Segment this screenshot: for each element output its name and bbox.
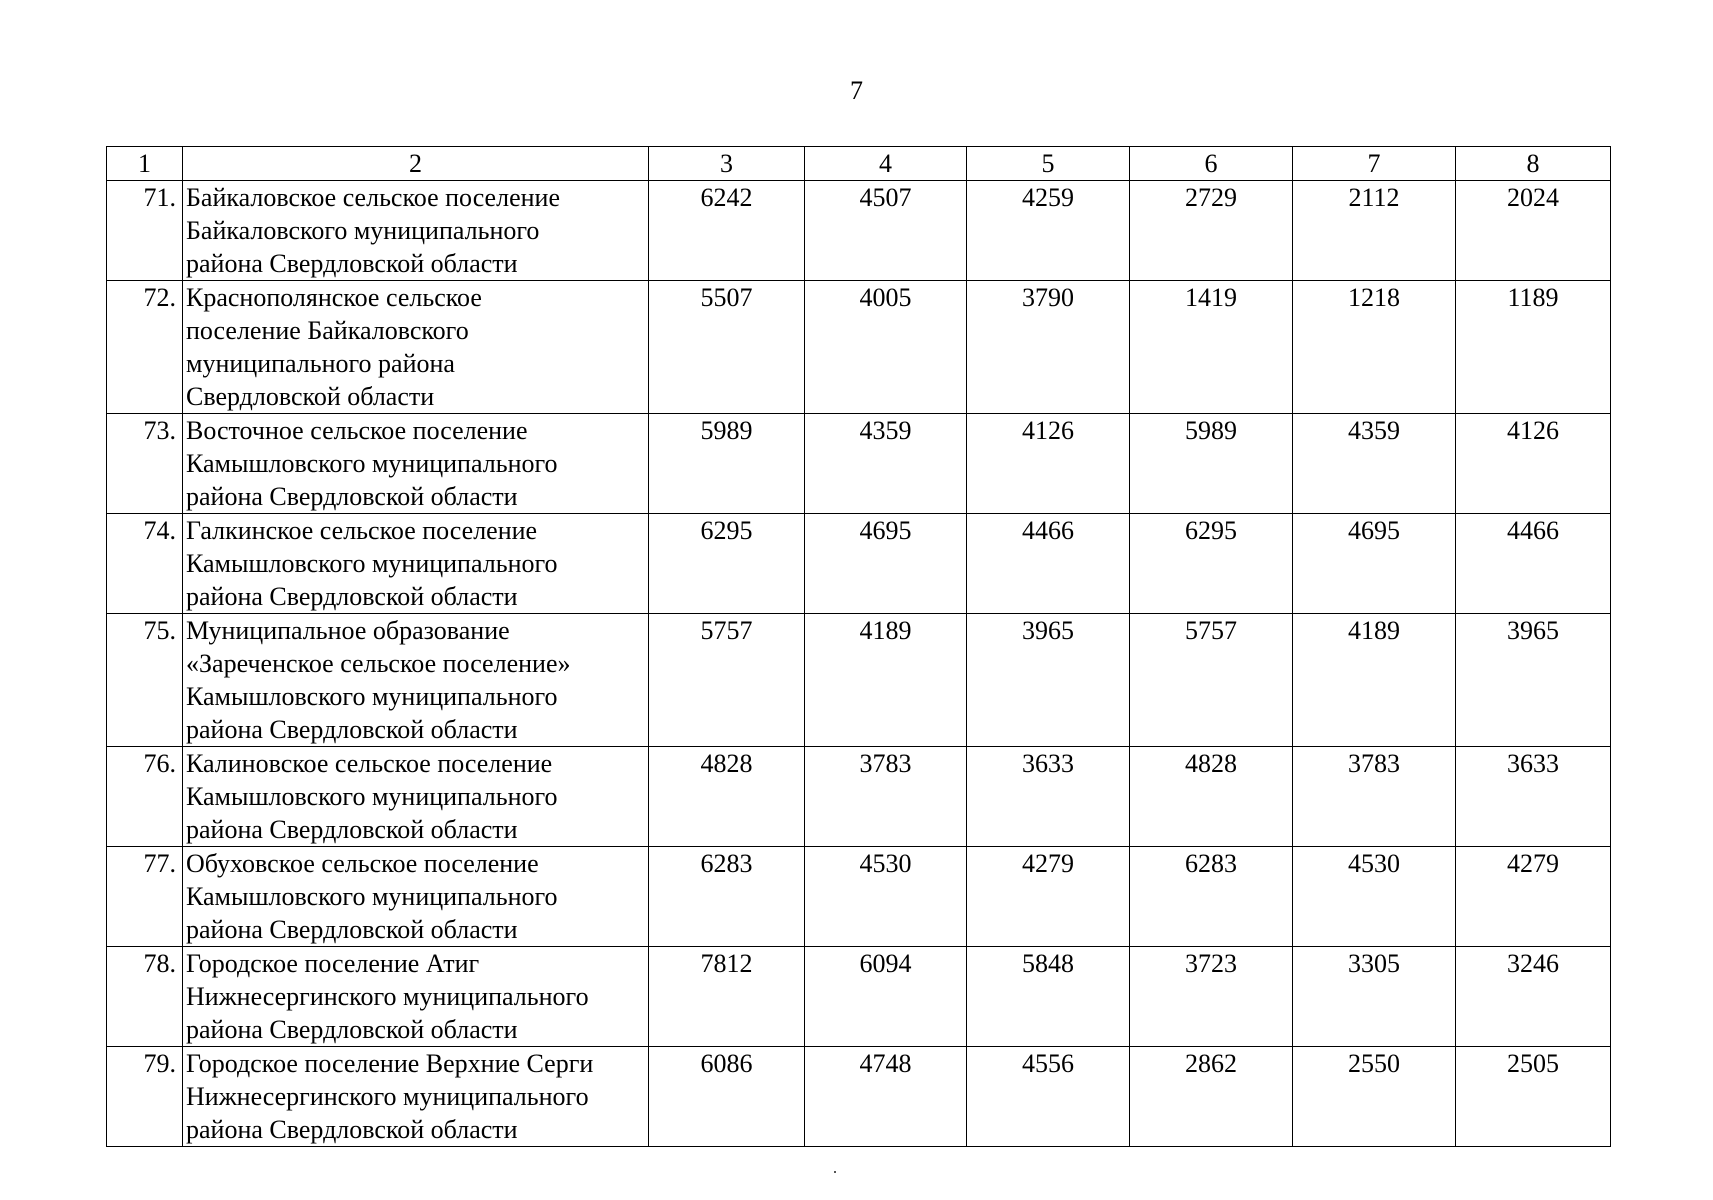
settlement-name-line: района Свердловской области	[186, 582, 518, 611]
settlement-name-line: Камышловского муниципального	[186, 782, 558, 811]
settlement-name	[183, 847, 649, 947]
settlement-name-line: Нижнесергинского муниципального	[186, 982, 589, 1011]
settlement-name-line: Свердловской области	[186, 382, 435, 411]
settlement-name-line: Городское поселение Атиг	[186, 949, 480, 978]
value-cell-col-7: 4695	[1293, 514, 1456, 614]
value-cell-col-5: 5848	[967, 947, 1130, 1047]
value-cell-col-6: 3723	[1130, 947, 1293, 1047]
value-cell-col-3: 7812	[649, 947, 805, 1047]
table-row	[107, 514, 1611, 614]
settlement-name-line: поселение Байкаловского	[186, 316, 469, 345]
value-cell-col-6: 2862	[1130, 1047, 1293, 1147]
settlement-name-line: района Свердловской области	[186, 815, 518, 844]
value-cell-col-3: 4828	[649, 747, 805, 847]
settlement-name-line: муниципального района	[186, 349, 455, 378]
settlement-name-line: района Свердловской области	[186, 1015, 518, 1044]
value-cell-col-8: 4126	[1456, 414, 1611, 514]
value-cell-col-7: 4530	[1293, 847, 1456, 947]
settlement-name-line: района Свердловской области	[186, 249, 518, 278]
value-cell-col-3: 6242	[649, 181, 805, 281]
row-number: 74.	[107, 514, 183, 614]
settlement-name-line: Байкаловского муниципального	[186, 216, 540, 245]
value-cell-col-8: 4279	[1456, 847, 1611, 947]
table-row	[107, 614, 1611, 747]
value-cell-col-6: 5757	[1130, 614, 1293, 747]
settlement-name-line: Галкинское сельское поселение	[186, 516, 538, 545]
value-cell-col-3: 5757	[649, 614, 805, 747]
settlement-name-line: района Свердловской области	[186, 715, 518, 744]
settlement-name	[183, 947, 649, 1047]
value-cell-col-8: 3965	[1456, 614, 1611, 747]
settlement-name-line: Калиновское сельское поселение	[186, 749, 553, 778]
table-row	[107, 747, 1611, 847]
settlement-name	[183, 181, 649, 281]
settlements-table	[106, 146, 1611, 1147]
settlement-name	[183, 281, 649, 414]
header-cell-1: 1	[107, 147, 183, 181]
settlement-name-line: Камышловского муниципального	[186, 682, 558, 711]
row-number: 79.	[107, 1047, 183, 1147]
value-cell-col-6: 5989	[1130, 414, 1293, 514]
header-cell-3: 3	[649, 147, 805, 181]
value-cell-col-3: 6295	[649, 514, 805, 614]
scan-dot	[834, 1171, 836, 1173]
settlement-name	[183, 414, 649, 514]
row-number: 77.	[107, 847, 183, 947]
settlement-name-line: Камышловского муниципального	[186, 549, 558, 578]
value-cell-col-7: 4189	[1293, 614, 1456, 747]
settlement-name-line: Городское поселение Верхние Серги	[186, 1049, 594, 1078]
header-row	[107, 147, 1611, 181]
value-cell-col-5: 4466	[967, 514, 1130, 614]
value-cell-col-4: 4748	[805, 1047, 967, 1147]
settlement-name	[183, 1047, 649, 1147]
value-cell-col-4: 4507	[805, 181, 967, 281]
value-cell-col-7: 2550	[1293, 1047, 1456, 1147]
value-cell-col-3: 5507	[649, 281, 805, 414]
settlement-name	[183, 747, 649, 847]
header-cell-2: 2	[183, 147, 649, 181]
header-cell-5: 5	[967, 147, 1130, 181]
table-row	[107, 947, 1611, 1047]
settlement-name-line: Краснополянское сельское	[186, 283, 482, 312]
settlement-name-line: Камышловского муниципального	[186, 882, 558, 911]
value-cell-col-5: 4556	[967, 1047, 1130, 1147]
settlement-name-line: района Свердловской области	[186, 482, 518, 511]
value-cell-col-6: 4828	[1130, 747, 1293, 847]
value-cell-col-8: 2024	[1456, 181, 1611, 281]
row-number: 75.	[107, 614, 183, 747]
settlement-name-line: района Свердловской области	[186, 1115, 518, 1144]
table-row	[107, 1047, 1611, 1147]
value-cell-col-6: 6295	[1130, 514, 1293, 614]
value-cell-col-4: 4530	[805, 847, 967, 947]
value-cell-col-6: 2729	[1130, 181, 1293, 281]
value-cell-col-7: 3783	[1293, 747, 1456, 847]
value-cell-col-7: 1218	[1293, 281, 1456, 414]
header-cell-7: 7	[1293, 147, 1456, 181]
value-cell-col-4: 4359	[805, 414, 967, 514]
value-cell-col-4: 4695	[805, 514, 967, 614]
table-row	[107, 414, 1611, 514]
value-cell-col-6: 6283	[1130, 847, 1293, 947]
settlement-name-line: «Зареченское сельское поселение»	[186, 649, 571, 678]
table-row	[107, 181, 1611, 281]
settlement-name-line: Байкаловское сельское поселение	[186, 183, 560, 212]
value-cell-col-3: 6086	[649, 1047, 805, 1147]
value-cell-col-4: 3783	[805, 747, 967, 847]
header-cell-6: 6	[1130, 147, 1293, 181]
row-number: 76.	[107, 747, 183, 847]
page-number: 7	[850, 76, 863, 105]
value-cell-col-3: 6283	[649, 847, 805, 947]
value-cell-col-8: 1189	[1456, 281, 1611, 414]
value-cell-col-7: 2112	[1293, 181, 1456, 281]
value-cell-col-6: 1419	[1130, 281, 1293, 414]
settlement-name-line: Нижнесергинского муниципального	[186, 1082, 589, 1111]
row-number: 72.	[107, 281, 183, 414]
value-cell-col-8: 2505	[1456, 1047, 1611, 1147]
value-cell-col-3: 5989	[649, 414, 805, 514]
value-cell-col-5: 4126	[967, 414, 1130, 514]
row-number: 73.	[107, 414, 183, 514]
value-cell-col-5: 4279	[967, 847, 1130, 947]
header-cell-4: 4	[805, 147, 967, 181]
settlement-name-line: Муниципальное образование	[186, 616, 510, 645]
value-cell-col-5: 3790	[967, 281, 1130, 414]
value-cell-col-8: 3246	[1456, 947, 1611, 1047]
value-cell-col-4: 4189	[805, 614, 967, 747]
value-cell-col-4: 4005	[805, 281, 967, 414]
value-cell-col-5: 4259	[967, 181, 1130, 281]
value-cell-col-8: 3633	[1456, 747, 1611, 847]
settlement-name-line: Камышловского муниципального	[186, 449, 558, 478]
value-cell-col-5: 3633	[967, 747, 1130, 847]
value-cell-col-8: 4466	[1456, 514, 1611, 614]
value-cell-col-4: 6094	[805, 947, 967, 1047]
value-cell-col-5: 3965	[967, 614, 1130, 747]
settlement-name	[183, 614, 649, 747]
value-cell-col-7: 3305	[1293, 947, 1456, 1047]
table-row	[107, 281, 1611, 414]
settlement-name	[183, 514, 649, 614]
settlement-name-line: Восточное сельское поселение	[186, 416, 528, 445]
table-body	[107, 147, 1611, 1147]
table-row	[107, 847, 1611, 947]
settlement-name-line: Обуховское сельское поселение	[186, 849, 539, 878]
row-number: 71.	[107, 181, 183, 281]
settlement-name-line: района Свердловской области	[186, 915, 518, 944]
row-number: 78.	[107, 947, 183, 1047]
value-cell-col-7: 4359	[1293, 414, 1456, 514]
header-cell-8: 8	[1456, 147, 1611, 181]
